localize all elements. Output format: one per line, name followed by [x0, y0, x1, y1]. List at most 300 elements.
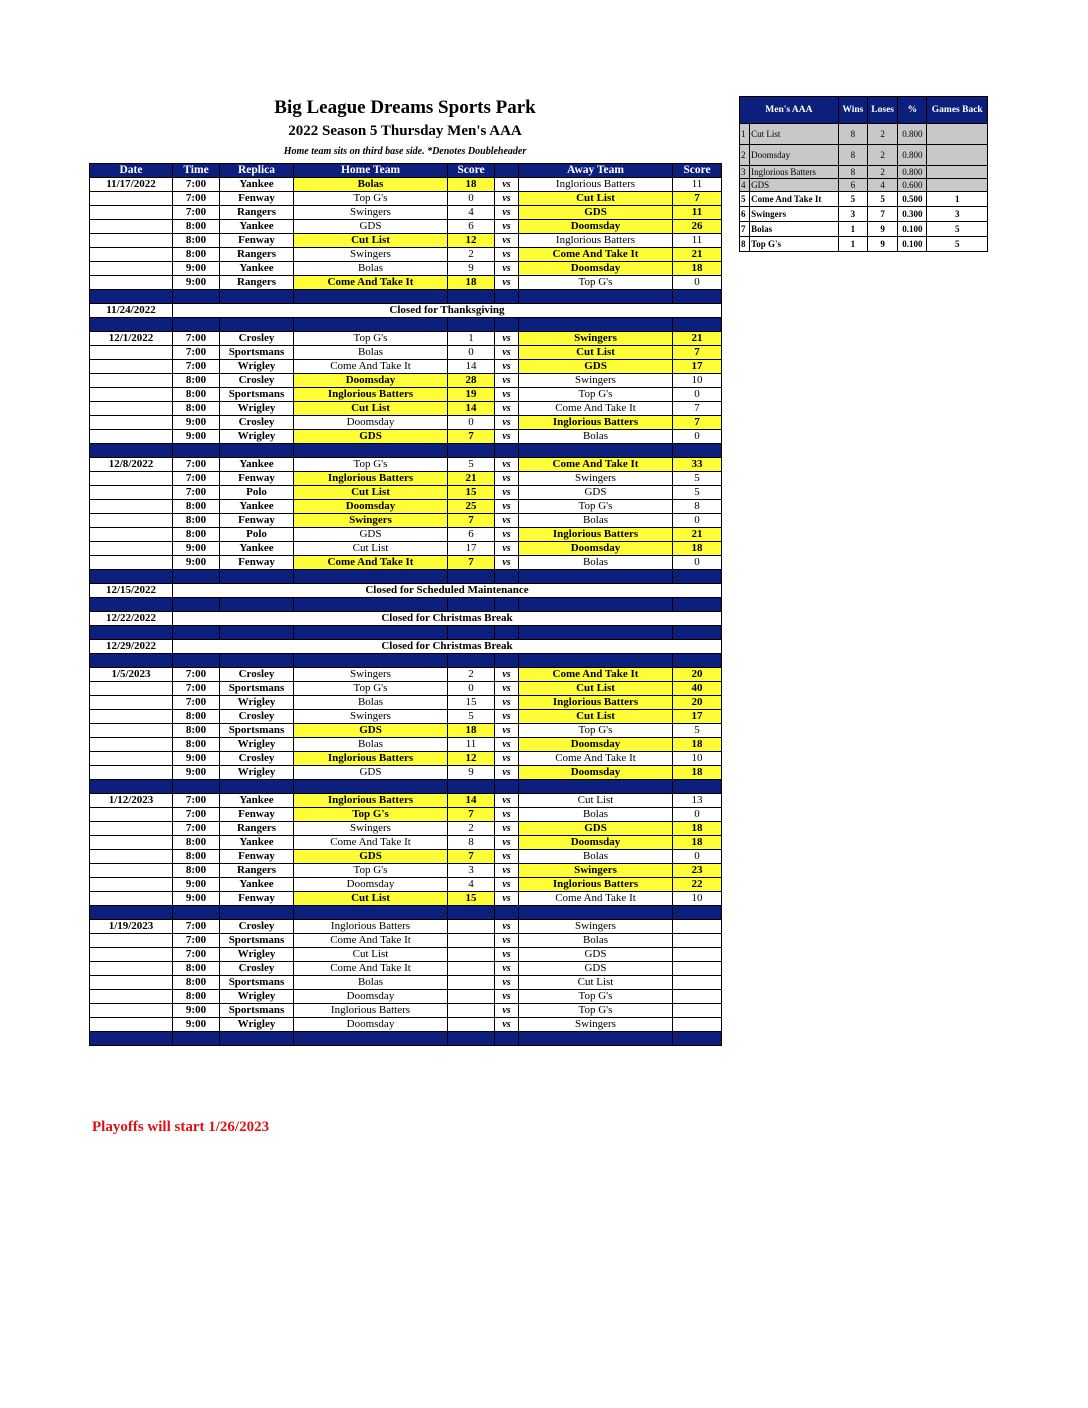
vs-cell: vs: [495, 262, 519, 276]
away-team-cell: Inglorious Batters: [519, 234, 673, 248]
field-cell: Sportsmans: [220, 1004, 294, 1018]
date-cell: [90, 276, 173, 290]
vs-cell: vs: [495, 794, 519, 808]
separator-cell: [673, 1032, 722, 1046]
home-score-cell: 2: [448, 668, 495, 682]
field-cell: Fenway: [220, 808, 294, 822]
vs-cell: vs: [495, 892, 519, 906]
away-team-cell: Doomsday: [519, 262, 673, 276]
home-score-cell: 7: [448, 808, 495, 822]
home-team-cell: Swingers: [294, 668, 448, 682]
home-team-cell: Come And Take It: [294, 276, 448, 290]
game-row: [90, 892, 722, 906]
home-score-cell: 7: [448, 850, 495, 864]
home-team-cell: GDS: [294, 528, 448, 542]
home-team-cell: Top G's: [294, 192, 448, 206]
home-score-cell: 28: [448, 374, 495, 388]
game-row: [90, 864, 722, 878]
away-team-cell: Come And Take It: [519, 752, 673, 766]
vs-cell: vs: [495, 850, 519, 864]
field-cell: Rangers: [220, 276, 294, 290]
time-cell: 7:00: [173, 206, 220, 220]
field-cell: Fenway: [220, 892, 294, 906]
home-team-cell: Cut List: [294, 542, 448, 556]
standings-header-division: Men's AAA: [740, 97, 839, 124]
time-cell: 8:00: [173, 836, 220, 850]
week-separator-row: [90, 598, 722, 612]
home-score-cell: 25: [448, 500, 495, 514]
page-subtitle: 2022 Season 5 Thursday Men's AAA: [288, 123, 522, 139]
home-team-cell: Cut List: [294, 486, 448, 500]
separator-cell: [519, 318, 673, 332]
game-row: [90, 514, 722, 528]
separator-cell: [90, 290, 173, 304]
date-cell: 1/5/2023: [90, 668, 173, 682]
date-cell: [90, 878, 173, 892]
closed-notice: Closed for Christmas Break: [173, 640, 722, 654]
vs-cell: vs: [495, 1018, 519, 1032]
date-cell: 11/17/2022: [90, 178, 173, 192]
home-score-cell: [448, 990, 495, 1004]
vs-cell: vs: [495, 486, 519, 500]
home-score-cell: 9: [448, 262, 495, 276]
separator-cell: [294, 780, 448, 794]
away-score-cell: 7: [673, 192, 722, 206]
standings-header-games-back: Games Back: [927, 97, 988, 124]
date-cell: [90, 710, 173, 724]
field-cell: Sportsmans: [220, 934, 294, 948]
vs-cell: vs: [495, 528, 519, 542]
field-cell: Crosley: [220, 920, 294, 934]
vs-cell: vs: [495, 836, 519, 850]
standings-row: [740, 166, 988, 179]
separator-cell: [90, 654, 173, 668]
away-team-cell: Doomsday: [519, 542, 673, 556]
away-team-cell: Cut List: [519, 794, 673, 808]
separator-cell: [448, 626, 495, 640]
field-cell: Yankee: [220, 458, 294, 472]
separator-cell: [220, 906, 294, 920]
separator-cell: [495, 626, 519, 640]
date-cell: [90, 500, 173, 514]
separator-cell: [294, 290, 448, 304]
home-score-cell: [448, 1004, 495, 1018]
field-cell: Rangers: [220, 822, 294, 836]
field-cell: Crosley: [220, 374, 294, 388]
game-row: [90, 346, 722, 360]
game-row: [90, 822, 722, 836]
away-score-cell: 5: [673, 724, 722, 738]
date-cell: [90, 808, 173, 822]
vs-cell: vs: [495, 206, 519, 220]
vs-cell: vs: [495, 514, 519, 528]
home-score-cell: 5: [448, 458, 495, 472]
separator-cell: [173, 570, 220, 584]
home-team-cell: Bolas: [294, 346, 448, 360]
header-home-team: Home Team: [294, 164, 448, 178]
home-team-cell: Doomsday: [294, 1018, 448, 1032]
home-team-cell: Bolas: [294, 262, 448, 276]
game-row: [90, 850, 722, 864]
date-cell: [90, 416, 173, 430]
away-score-cell: 26: [673, 220, 722, 234]
separator-cell: [220, 570, 294, 584]
field-cell: Wrigley: [220, 766, 294, 780]
date-cell: [90, 556, 173, 570]
separator-cell: [173, 780, 220, 794]
field-cell: Fenway: [220, 514, 294, 528]
game-row: [90, 794, 722, 808]
date-cell: [90, 248, 173, 262]
game-row: [90, 500, 722, 514]
vs-cell: vs: [495, 500, 519, 514]
home-score-cell: 18: [448, 276, 495, 290]
wins-cell: 8: [838, 124, 867, 145]
home-score-cell: 18: [448, 724, 495, 738]
games-back-cell: [927, 145, 988, 166]
home-score-cell: 4: [448, 206, 495, 220]
time-cell: 9:00: [173, 430, 220, 444]
game-row: [90, 1018, 722, 1032]
game-row: [90, 696, 722, 710]
vs-cell: vs: [495, 976, 519, 990]
separator-cell: [220, 318, 294, 332]
vs-cell: vs: [495, 1004, 519, 1018]
field-cell: Sportsmans: [220, 346, 294, 360]
separator-cell: [448, 444, 495, 458]
away-score-cell: 40: [673, 682, 722, 696]
away-team-cell: Bolas: [519, 556, 673, 570]
away-team-cell: Cut List: [519, 710, 673, 724]
standings-row: [740, 207, 988, 222]
date-cell: [90, 1018, 173, 1032]
away-score-cell: 5: [673, 486, 722, 500]
separator-cell: [173, 906, 220, 920]
separator-cell: [448, 780, 495, 794]
time-cell: 7:00: [173, 332, 220, 346]
away-score-cell: 7: [673, 402, 722, 416]
home-team-cell: Inglorious Batters: [294, 472, 448, 486]
home-score-cell: 18: [448, 178, 495, 192]
away-score-cell: [673, 934, 722, 948]
separator-cell: [519, 444, 673, 458]
separator-cell: [173, 318, 220, 332]
time-cell: 8:00: [173, 976, 220, 990]
home-team-cell: Cut List: [294, 402, 448, 416]
losses-cell: 9: [868, 222, 898, 237]
separator-cell: [673, 906, 722, 920]
home-score-cell: 14: [448, 794, 495, 808]
vs-cell: vs: [495, 752, 519, 766]
date-cell: [90, 682, 173, 696]
field-cell: Fenway: [220, 192, 294, 206]
away-team-cell: Top G's: [519, 500, 673, 514]
date-cell: [90, 262, 173, 276]
time-cell: 7:00: [173, 920, 220, 934]
field-cell: Yankee: [220, 262, 294, 276]
date-cell: [90, 374, 173, 388]
away-team-cell: Bolas: [519, 808, 673, 822]
game-row: [90, 836, 722, 850]
away-team-cell: Swingers: [519, 920, 673, 934]
home-team-cell: Cut List: [294, 948, 448, 962]
field-cell: Fenway: [220, 850, 294, 864]
vs-cell: vs: [495, 990, 519, 1004]
away-team-cell: Cut List: [519, 346, 673, 360]
away-score-cell: [673, 920, 722, 934]
vs-cell: vs: [495, 710, 519, 724]
away-score-cell: 20: [673, 696, 722, 710]
game-row: [90, 360, 722, 374]
away-score-cell: 18: [673, 836, 722, 850]
away-team-cell: GDS: [519, 206, 673, 220]
time-cell: 7:00: [173, 696, 220, 710]
away-score-cell: 17: [673, 710, 722, 724]
vs-cell: vs: [495, 724, 519, 738]
away-score-cell: 33: [673, 458, 722, 472]
game-row: [90, 542, 722, 556]
field-cell: Wrigley: [220, 402, 294, 416]
field-cell: Yankee: [220, 836, 294, 850]
away-score-cell: 0: [673, 388, 722, 402]
away-score-cell: [673, 1018, 722, 1032]
time-cell: 9:00: [173, 752, 220, 766]
away-team-cell: Inglorious Batters: [519, 528, 673, 542]
away-score-cell: 10: [673, 374, 722, 388]
separator-cell: [294, 444, 448, 458]
field-cell: Wrigley: [220, 360, 294, 374]
separator-cell: [90, 598, 173, 612]
game-row: [90, 668, 722, 682]
away-score-cell: 21: [673, 332, 722, 346]
away-score-cell: 11: [673, 178, 722, 192]
time-cell: 8:00: [173, 388, 220, 402]
separator-cell: [495, 654, 519, 668]
time-cell: 7:00: [173, 192, 220, 206]
week-separator-row: [90, 626, 722, 640]
time-cell: 9:00: [173, 556, 220, 570]
field-cell: Wrigley: [220, 990, 294, 1004]
time-cell: 7:00: [173, 934, 220, 948]
home-team-cell: Doomsday: [294, 416, 448, 430]
week-separator-row: [90, 906, 722, 920]
away-score-cell: 0: [673, 850, 722, 864]
home-score-cell: 6: [448, 528, 495, 542]
away-team-cell: Swingers: [519, 472, 673, 486]
home-score-cell: 5: [448, 710, 495, 724]
date-cell: [90, 472, 173, 486]
date-cell: [90, 822, 173, 836]
away-score-cell: 18: [673, 822, 722, 836]
game-row: [90, 738, 722, 752]
home-score-cell: [448, 1018, 495, 1032]
wins-cell: 8: [838, 145, 867, 166]
standings-table: [739, 96, 988, 252]
date-cell: [90, 724, 173, 738]
away-team-cell: GDS: [519, 360, 673, 374]
standings-header-pct: %: [898, 97, 927, 124]
away-team-cell: Come And Take It: [519, 668, 673, 682]
vs-cell: vs: [495, 920, 519, 934]
home-team-cell: Inglorious Batters: [294, 794, 448, 808]
separator-cell: [495, 906, 519, 920]
vs-cell: vs: [495, 808, 519, 822]
time-cell: 8:00: [173, 962, 220, 976]
home-score-cell: 4: [448, 878, 495, 892]
separator-cell: [294, 654, 448, 668]
game-row: [90, 332, 722, 346]
separator-cell: [673, 318, 722, 332]
game-row: [90, 262, 722, 276]
date-cell: 1/19/2023: [90, 920, 173, 934]
home-score-cell: 17: [448, 542, 495, 556]
away-score-cell: [673, 1004, 722, 1018]
losses-cell: 7: [868, 207, 898, 222]
vs-cell: vs: [495, 430, 519, 444]
pct-cell: 0.100: [898, 222, 927, 237]
away-team-cell: Come And Take It: [519, 458, 673, 472]
header-time: Time: [173, 164, 220, 178]
pct-cell: 0.800: [898, 145, 927, 166]
game-row: [90, 752, 722, 766]
vs-cell: vs: [495, 948, 519, 962]
week-separator-row: [90, 290, 722, 304]
separator-cell: [90, 780, 173, 794]
closed-notice: Closed for Thanksgiving: [173, 304, 722, 318]
away-team-cell: Top G's: [519, 990, 673, 1004]
away-team-cell: Swingers: [519, 864, 673, 878]
away-score-cell: 0: [673, 430, 722, 444]
time-cell: 9:00: [173, 892, 220, 906]
away-score-cell: 10: [673, 892, 722, 906]
header-away-team: Away Team: [519, 164, 673, 178]
separator-cell: [294, 570, 448, 584]
game-row: [90, 458, 722, 472]
home-team-cell: Swingers: [294, 514, 448, 528]
vs-cell: vs: [495, 360, 519, 374]
date-cell: [90, 192, 173, 206]
home-team-cell: Come And Take It: [294, 836, 448, 850]
week-separator-row: [90, 318, 722, 332]
separator-cell: [294, 598, 448, 612]
vs-cell: vs: [495, 332, 519, 346]
date-cell: [90, 388, 173, 402]
game-row: [90, 878, 722, 892]
home-team-cell: GDS: [294, 220, 448, 234]
separator-cell: [519, 290, 673, 304]
vs-cell: vs: [495, 402, 519, 416]
separator-cell: [448, 598, 495, 612]
field-cell: Wrigley: [220, 430, 294, 444]
home-team-cell: GDS: [294, 724, 448, 738]
rank-cell: 3: [740, 166, 750, 179]
header-vs: [495, 164, 519, 178]
away-team-cell: GDS: [519, 962, 673, 976]
game-row: [90, 990, 722, 1004]
separator-cell: [90, 626, 173, 640]
date-cell: [90, 892, 173, 906]
time-cell: 9:00: [173, 766, 220, 780]
losses-cell: 2: [868, 124, 898, 145]
separator-cell: [673, 626, 722, 640]
home-score-cell: 12: [448, 752, 495, 766]
game-row: [90, 710, 722, 724]
wins-cell: 5: [838, 192, 867, 207]
separator-cell: [519, 654, 673, 668]
date-cell: 12/8/2022: [90, 458, 173, 472]
away-team-cell: Inglorious Batters: [519, 178, 673, 192]
separator-cell: [448, 290, 495, 304]
home-team-cell: Swingers: [294, 248, 448, 262]
time-cell: 8:00: [173, 738, 220, 752]
away-team-cell: Doomsday: [519, 836, 673, 850]
away-team-cell: Cut List: [519, 976, 673, 990]
closed-notice: Closed for Scheduled Maintenance: [173, 584, 722, 598]
game-row: [90, 556, 722, 570]
standings-row: [740, 179, 988, 192]
home-team-cell: GDS: [294, 850, 448, 864]
date-cell: [90, 738, 173, 752]
separator-cell: [220, 626, 294, 640]
field-cell: Wrigley: [220, 1018, 294, 1032]
game-row: [90, 430, 722, 444]
away-score-cell: 11: [673, 234, 722, 248]
away-score-cell: 18: [673, 738, 722, 752]
time-cell: 7:00: [173, 682, 220, 696]
away-score-cell: 0: [673, 514, 722, 528]
away-team-cell: Come And Take It: [519, 248, 673, 262]
away-score-cell: 18: [673, 262, 722, 276]
game-row: [90, 178, 722, 192]
away-score-cell: 11: [673, 206, 722, 220]
home-team-cell: Doomsday: [294, 878, 448, 892]
away-score-cell: [673, 962, 722, 976]
home-score-cell: 0: [448, 346, 495, 360]
separator-cell: [448, 318, 495, 332]
vs-cell: vs: [495, 458, 519, 472]
team-cell: GDS: [750, 179, 839, 192]
away-score-cell: 0: [673, 276, 722, 290]
away-score-cell: 23: [673, 864, 722, 878]
team-cell: Inglorious Batters: [750, 166, 839, 179]
game-row: [90, 402, 722, 416]
away-team-cell: Swingers: [519, 374, 673, 388]
home-team-cell: Come And Take It: [294, 360, 448, 374]
away-score-cell: 18: [673, 542, 722, 556]
standings-header-row: [740, 97, 988, 124]
field-cell: Fenway: [220, 234, 294, 248]
pct-cell: 0.800: [898, 166, 927, 179]
away-team-cell: Cut List: [519, 682, 673, 696]
away-team-cell: Swingers: [519, 1018, 673, 1032]
home-team-cell: Doomsday: [294, 374, 448, 388]
home-score-cell: 15: [448, 696, 495, 710]
home-score-cell: 0: [448, 192, 495, 206]
away-team-cell: Doomsday: [519, 766, 673, 780]
time-cell: 7:00: [173, 822, 220, 836]
date-cell: 1/12/2023: [90, 794, 173, 808]
separator-cell: [294, 626, 448, 640]
vs-cell: vs: [495, 374, 519, 388]
field-cell: Yankee: [220, 220, 294, 234]
separator-cell: [173, 444, 220, 458]
away-score-cell: 10: [673, 752, 722, 766]
game-row: [90, 808, 722, 822]
closed-notice: Closed for Christmas Break: [173, 612, 722, 626]
time-cell: 8:00: [173, 528, 220, 542]
pct-cell: 0.800: [898, 124, 927, 145]
home-score-cell: [448, 976, 495, 990]
